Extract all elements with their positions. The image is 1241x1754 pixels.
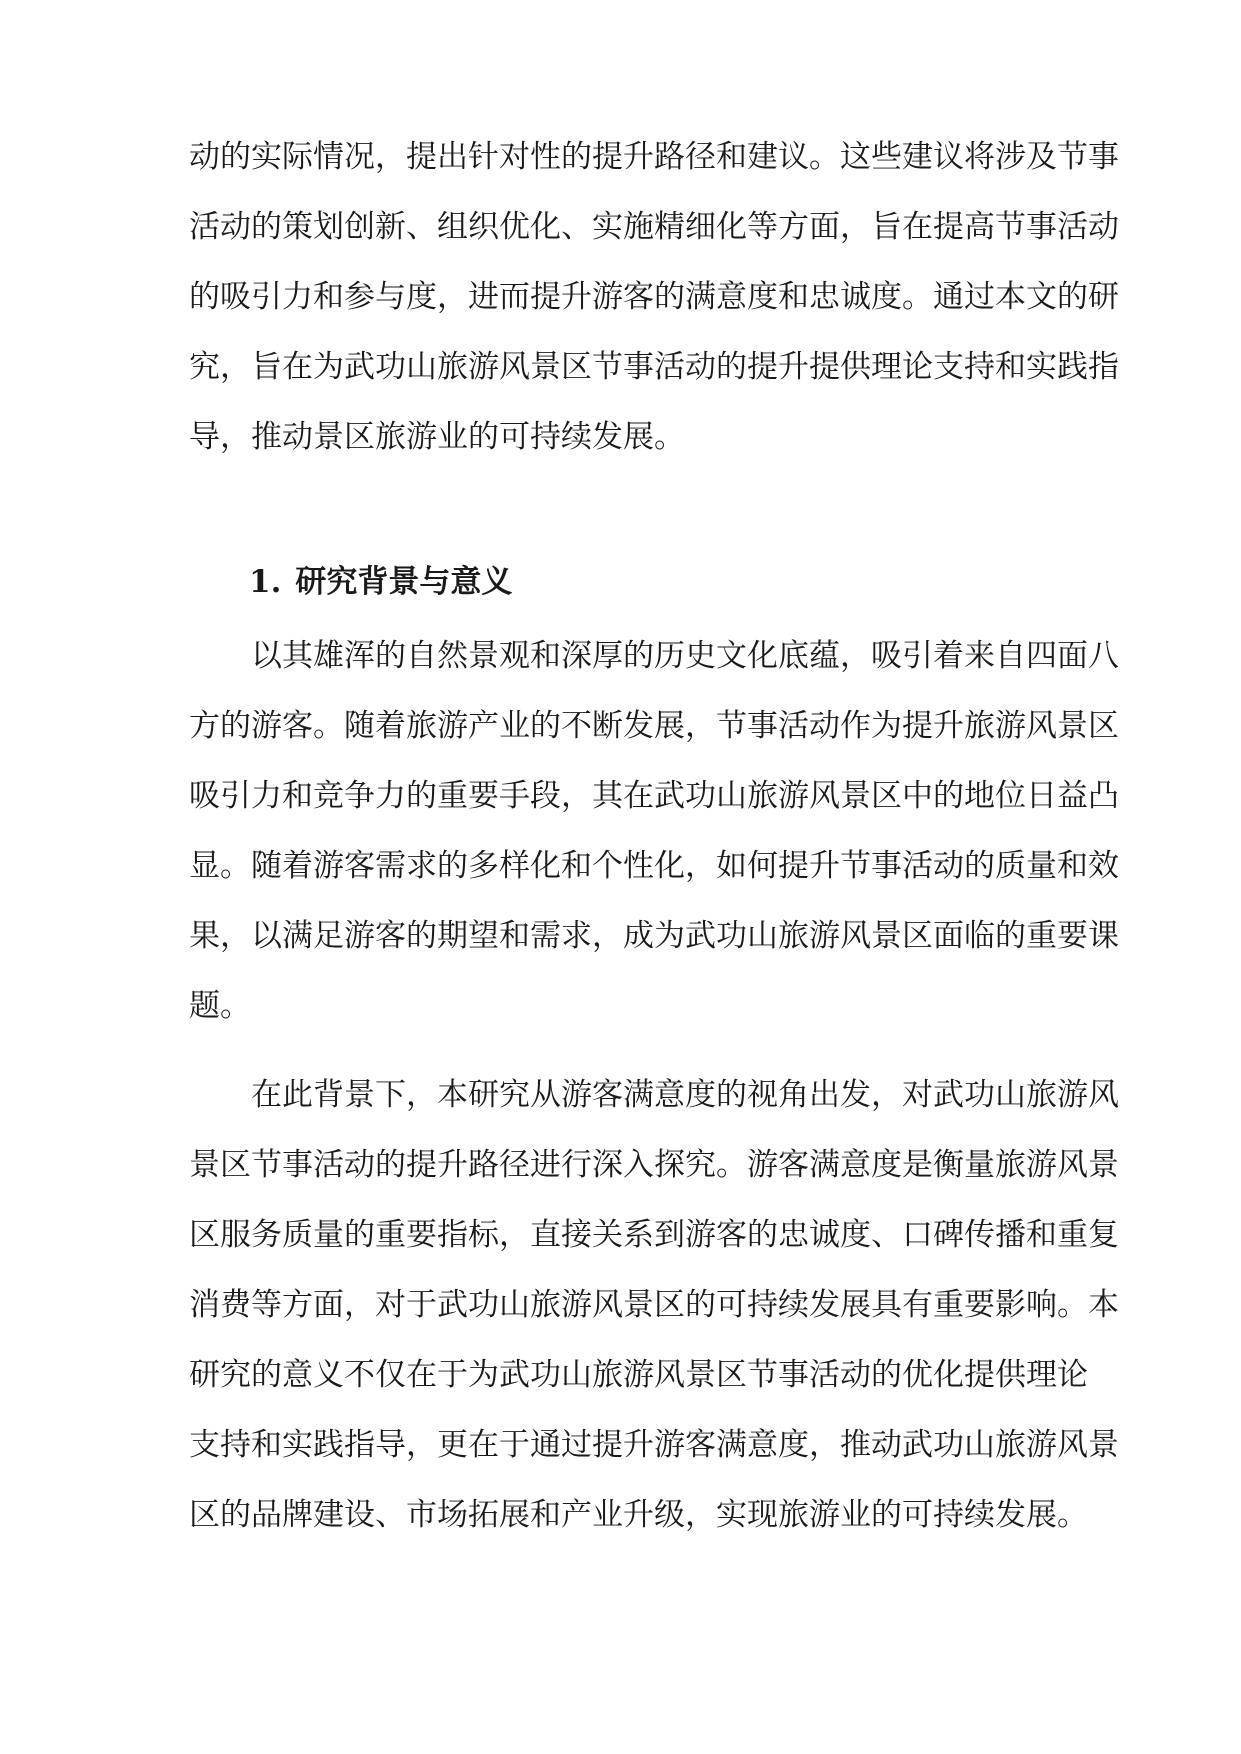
text-line: 消费等方面，对于武功山旅游风景区的可持续发展具有重要影响。本 <box>189 1287 1119 1323</box>
text-line: 在此背景下，本研究从游客满意度的视角出发，对武功山旅游风 <box>251 1077 1119 1113</box>
text-line: 支持和实践指导，更在于通过提升游客满意度，推动武功山旅游风景 <box>189 1427 1119 1463</box>
text-line: 动的实际情况，提出针对性的提升路径和建议。这些建议将涉及节事 <box>189 139 1119 175</box>
text-line: 方的游客。随着旅游产业的不断发展，节事活动作为提升旅游风景区 <box>189 708 1119 744</box>
text-line: 研究的意义不仅在于为武功山旅游风景区节事活动的优化提供理论 <box>189 1357 1088 1393</box>
text-line: 究，旨在为武功山旅游风景区节事活动的提升提供理论支持和实践指 <box>189 349 1119 385</box>
text-line: 活动的策划创新、组织优化、实施精细化等方面，旨在提高节事活动 <box>189 209 1119 245</box>
section-title: 研究背景与意义 <box>295 564 513 600</box>
text-line: 显。随着游客需求的多样化和个性化，如何提升节事活动的质量和效 <box>189 848 1119 884</box>
significance-paragraph <box>189 1060 1119 1550</box>
text-line: 区的品牌建设、市场拓展和产业升级，实现旅游业的可持续发展。 <box>189 1497 1088 1533</box>
text-line: 题。 <box>189 988 251 1024</box>
text-line: 导，推动景区旅游业的可持续发展。 <box>189 419 685 455</box>
text-line: 的吸引力和参与度，进而提升游客的满意度和忠诚度。通过本文的研 <box>189 279 1119 315</box>
background-paragraph <box>189 621 1119 1041</box>
section-number: 1. <box>249 564 282 600</box>
section-heading <box>249 547 512 617</box>
text-line: 景区节事活动的提升路径进行深入探究。游客满意度是衡量旅游风景 <box>189 1147 1119 1183</box>
intro-continuation-paragraph <box>189 122 1119 472</box>
text-line: 果，以满足游客的期望和需求，成为武功山旅游风景区面临的重要课 <box>189 918 1119 954</box>
text-line: 吸引力和竞争力的重要手段，其在武功山旅游风景区中的地位日益凸 <box>189 778 1119 814</box>
text-line: 以其雄浑的自然景观和深厚的历史文化底蕴，吸引着来自四面八 <box>251 638 1119 674</box>
text-line: 区服务质量的重要指标，直接关系到游客的忠诚度、口碑传播和重复 <box>189 1217 1119 1253</box>
